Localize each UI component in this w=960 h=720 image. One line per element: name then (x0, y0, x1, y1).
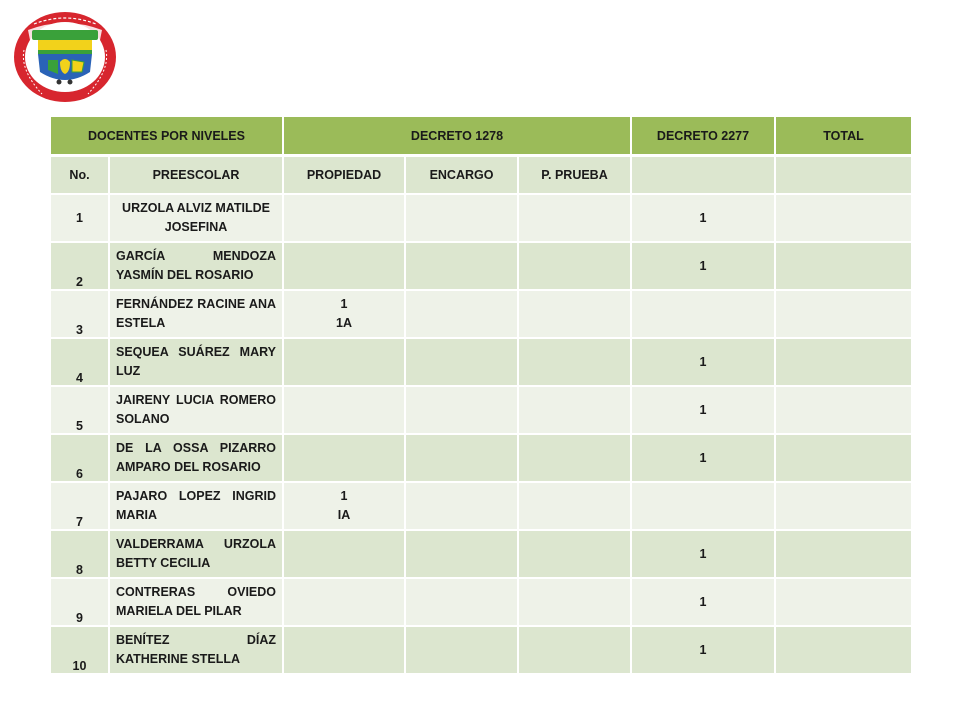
school-crest-logo (12, 10, 118, 104)
total-cell (775, 242, 912, 290)
teacher-name: JAIRENY LUCIA ROMERO SOLANO (109, 386, 283, 434)
prueba-cell (518, 530, 631, 578)
total-cell (775, 290, 912, 338)
encargo-cell (405, 482, 518, 530)
prueba-cell (518, 626, 631, 674)
decreto-2277-cell: 1 (631, 194, 775, 242)
table-row (50, 434, 912, 482)
encargo-cell (405, 290, 518, 338)
row-number: 9 (50, 578, 109, 626)
encargo-cell (405, 530, 518, 578)
total-cell (775, 386, 912, 434)
teacher-name: SEQUEA SUÁREZ MARY LUZ (109, 338, 283, 386)
decreto-2277-cell: 1 (631, 530, 775, 578)
teacher-name: CONTRERAS OVIEDO MARIELA DEL PILAR (109, 578, 283, 626)
subheader-prueba: P. PRUEBA (518, 156, 631, 195)
prueba-cell (518, 386, 631, 434)
prueba-cell (518, 242, 631, 290)
total-cell (775, 482, 912, 530)
header-docentes: DOCENTES POR NIVELES (50, 117, 283, 156)
encargo-cell (405, 434, 518, 482)
subheader-no: No. (50, 156, 109, 195)
decreto-2277-cell (631, 290, 775, 338)
header-decreto-1278: DECRETO 1278 (283, 117, 631, 156)
subheader-empty-2277 (631, 156, 775, 195)
total-cell (775, 530, 912, 578)
decreto-2277-cell: 1 (631, 242, 775, 290)
subheader-row (50, 156, 912, 195)
encargo-cell (405, 578, 518, 626)
teacher-name: URZOLA ALVIZ MATILDE JOSEFINA (109, 194, 283, 242)
table-row (50, 338, 912, 386)
header-total: TOTAL (775, 117, 912, 156)
teachers-table (49, 117, 913, 675)
encargo-cell (405, 338, 518, 386)
table-row (50, 578, 912, 626)
row-number: 5 (50, 386, 109, 434)
propiedad-cell (283, 242, 405, 290)
table-row (50, 290, 912, 338)
encargo-cell (405, 194, 518, 242)
total-cell (775, 194, 912, 242)
propiedad-cell (283, 578, 405, 626)
table-row (50, 530, 912, 578)
prueba-cell (518, 290, 631, 338)
row-number: 1 (50, 194, 109, 242)
total-cell (775, 578, 912, 626)
row-number: 6 (50, 434, 109, 482)
total-cell (775, 338, 912, 386)
teacher-name: DE LA OSSA PIZARRO AMPARO DEL ROSARIO (109, 434, 283, 482)
propiedad-cell (283, 194, 405, 242)
table-row (50, 242, 912, 290)
subheader-propiedad: PROPIEDAD (283, 156, 405, 195)
row-number: 2 (50, 242, 109, 290)
total-cell (775, 434, 912, 482)
prueba-cell (518, 482, 631, 530)
row-number: 8 (50, 530, 109, 578)
decreto-2277-cell: 1 (631, 386, 775, 434)
row-number: 10 (50, 626, 109, 674)
decreto-2277-cell: 1 (631, 626, 775, 674)
row-number: 4 (50, 338, 109, 386)
table-row (50, 626, 912, 674)
total-cell (775, 626, 912, 674)
subheader-encargo: ENCARGO (405, 156, 518, 195)
propiedad-cell (283, 434, 405, 482)
teacher-name: VALDERRAMA URZOLA BETTY CECILIA (109, 530, 283, 578)
teacher-name: BENÍTEZ DÍAZ KATHERINE STELLA (109, 626, 283, 674)
prueba-cell (518, 578, 631, 626)
propiedad-cell (283, 530, 405, 578)
decreto-2277-cell: 1 (631, 338, 775, 386)
teacher-name: PAJARO LOPEZ INGRID MARIA (109, 482, 283, 530)
prueba-cell (518, 434, 631, 482)
decreto-2277-cell: 1 (631, 434, 775, 482)
encargo-cell (405, 242, 518, 290)
header-decreto-2277: DECRETO 2277 (631, 117, 775, 156)
row-number: 7 (50, 482, 109, 530)
propiedad-cell: 1 1A (283, 290, 405, 338)
header-row (50, 117, 912, 156)
subheader-preescolar: PREESCOLAR (109, 156, 283, 195)
prueba-cell (518, 194, 631, 242)
table-row (50, 194, 912, 242)
teacher-name: FERNÁNDEZ RACINE ANA ESTELA (109, 290, 283, 338)
propiedad-cell (283, 626, 405, 674)
decreto-2277-cell (631, 482, 775, 530)
propiedad-cell (283, 338, 405, 386)
prueba-cell (518, 338, 631, 386)
row-number: 3 (50, 290, 109, 338)
decreto-2277-cell: 1 (631, 578, 775, 626)
table-row (50, 482, 912, 530)
teacher-name: GARCÍA MENDOZA YASMÍN DEL ROSARIO (109, 242, 283, 290)
encargo-cell (405, 386, 518, 434)
subheader-empty-total (775, 156, 912, 195)
table-row (50, 386, 912, 434)
propiedad-cell: 1 IA (283, 482, 405, 530)
propiedad-cell (283, 386, 405, 434)
encargo-cell (405, 626, 518, 674)
